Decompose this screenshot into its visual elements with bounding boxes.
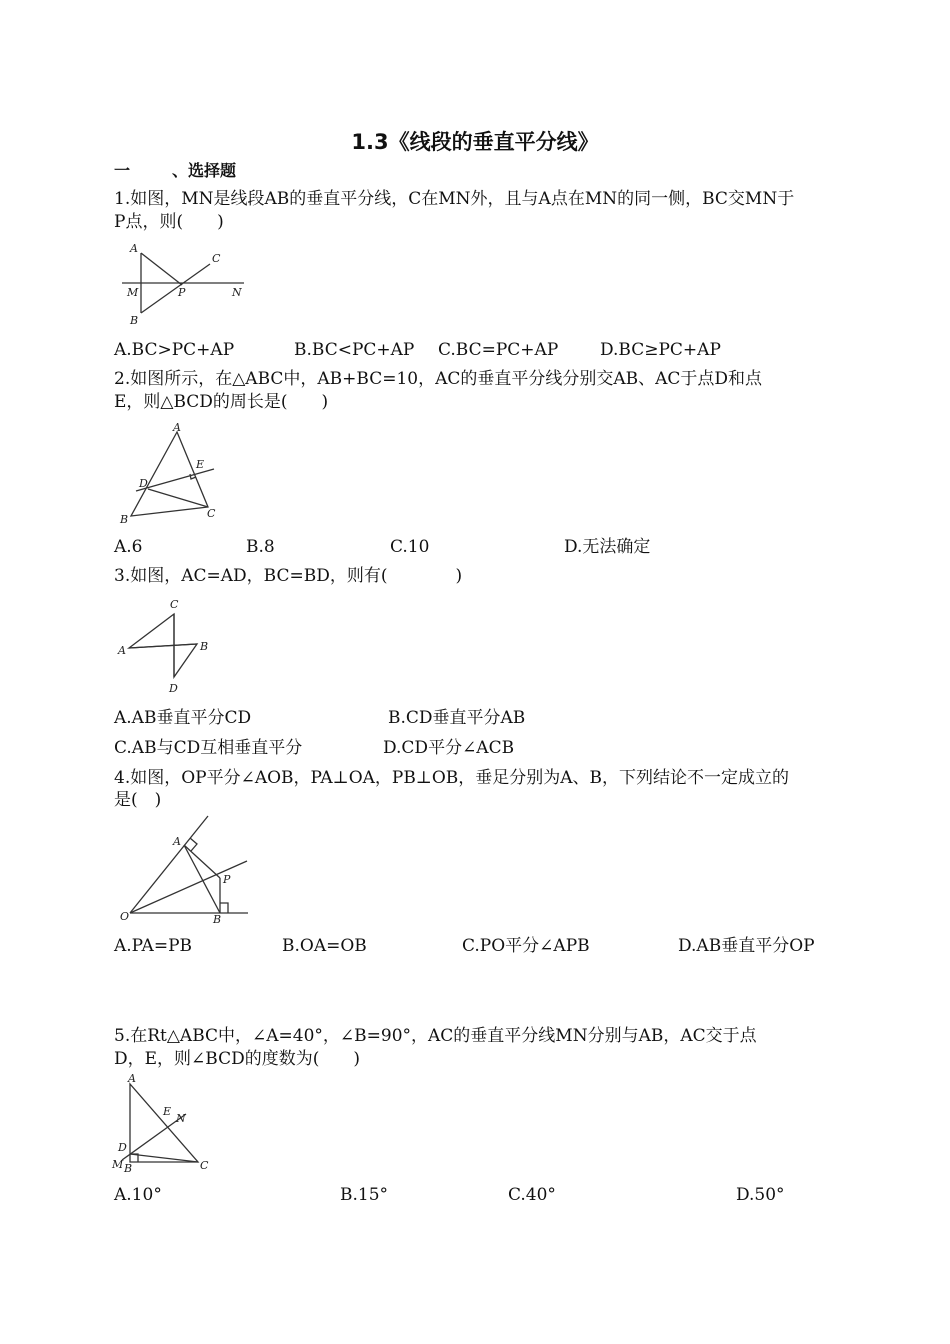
q4-stem-line2: 是( ) — [114, 790, 162, 810]
q1-label-c: C — [212, 252, 221, 265]
q5-option-c: C.40° — [508, 1185, 556, 1205]
q2-label-b: B — [120, 513, 129, 526]
q4-segment-ab — [184, 845, 220, 913]
q2-option-c: C.10 — [390, 537, 430, 557]
q1-label-n: N — [232, 286, 242, 299]
q5-label-m: M — [112, 1158, 124, 1171]
section-number: 一 — [114, 161, 131, 180]
q5-label-d: D — [118, 1141, 127, 1154]
q3-label-d: D — [169, 682, 178, 695]
q5-stem-line2: D，E，则∠BCD的度数为( ) — [114, 1049, 360, 1069]
q4-label-o: O — [120, 910, 130, 923]
q1-option-d: D.BC≥PC+AP — [600, 340, 721, 360]
q2-label-d: D — [139, 477, 148, 490]
q4-right-angle-mark-b — [220, 903, 228, 913]
q1-stem-line1: 1.如图，MN是线段AB的垂直平分线，C在MN外，且与A点在MN的同一侧，BC交MN于 — [114, 189, 795, 209]
q4-stem-line1: 4.如图，OP平分∠AOB，PA⊥OA，PB⊥OB，垂足分别为A、B，下列结论不一定成立的 — [114, 768, 790, 788]
q3-label-a: A — [118, 644, 126, 657]
q4-label-p: P — [223, 873, 231, 886]
q2-option-b: B.8 — [246, 537, 275, 557]
q4-figure — [110, 812, 255, 930]
q5-figure — [108, 1070, 218, 1182]
q5-triangle-abc — [130, 1084, 198, 1162]
q4-right-angle-mark-a — [190, 838, 197, 851]
q3-stem-line1: 3.如图，AC=AD，BC=BD，则有( ) — [114, 566, 463, 586]
q2-label-e: E — [196, 458, 205, 471]
q5-option-a: A.10° — [114, 1185, 162, 1205]
q5-option-b: B.15° — [340, 1185, 389, 1205]
page-title: 1.3《线段的垂直平分线》 — [351, 130, 599, 154]
q5-stem-line1: 5.在Rt△ABC中，∠A=40°，∠B=90°，AC的垂直平分线MN分别与AB，AC交于点 — [114, 1026, 757, 1046]
q4-option-b: B.OA=OB — [282, 936, 367, 956]
q1-figure — [110, 240, 250, 335]
q1-label-b: B — [130, 314, 139, 327]
q4-option-a: A.PA=PB — [114, 936, 193, 956]
q4-label-a: A — [173, 835, 181, 848]
q2-label-c: C — [207, 507, 216, 520]
q2-stem-line2: E，则△BCD的周长是( ) — [114, 392, 329, 412]
q3-label-b: B — [200, 640, 209, 653]
q1-segment-bc — [141, 264, 210, 313]
q5-label-b: B — [124, 1162, 133, 1175]
q3-figure — [110, 595, 220, 700]
q2-figure — [110, 418, 230, 528]
q5-label-n: N — [176, 1112, 186, 1125]
q2-segment-dc — [148, 489, 208, 507]
q4-option-d: D.AB垂直平分OP — [678, 936, 815, 956]
q5-segment-dc — [130, 1154, 198, 1162]
q2-stem-line1: 2.如图所示，在△ABC中，AB+BC=10，AC的垂直平分线分别交AB、AC于点D和点 — [114, 369, 763, 389]
q2-label-a: A — [173, 421, 181, 434]
q1-label-p: P — [178, 286, 186, 299]
q3-label-c: C — [170, 598, 179, 611]
q1-option-a: A.BC>PC+AP — [114, 340, 235, 360]
q3-option-c: C.AB与CD互相垂直平分 — [114, 738, 303, 758]
q5-label-a: A — [128, 1072, 136, 1085]
q2-option-d: D.无法确定 — [564, 537, 651, 557]
q5-option-d: D.50° — [736, 1185, 785, 1205]
q1-label-m: M — [127, 286, 139, 299]
q1-option-b: B.BC<PC+AP — [294, 340, 415, 360]
q4-ray-oa — [130, 816, 208, 913]
q4-label-b: B — [213, 913, 222, 926]
q4-option-c: C.PO平分∠APB — [462, 936, 590, 956]
q1-label-a: A — [130, 242, 138, 255]
q3-option-d: D.CD平分∠ACB — [383, 738, 515, 758]
q2-option-a: A.6 — [114, 537, 143, 557]
q4-ray-op — [130, 861, 247, 913]
section-heading: 、选择题 — [172, 161, 237, 180]
q3-segment-ab — [129, 644, 197, 648]
q5-label-e: E — [163, 1105, 172, 1118]
q3-option-b: B.CD垂直平分AB — [388, 708, 526, 728]
q1-segment-ap — [141, 253, 182, 285]
q5-label-c: C — [200, 1159, 209, 1172]
q1-stem-line2: P点，则( ) — [114, 212, 224, 232]
q4-segment-pa — [184, 845, 220, 878]
q3-option-a: A.AB垂直平分CD — [114, 708, 252, 728]
q1-option-c: C.BC=PC+AP — [438, 340, 559, 360]
